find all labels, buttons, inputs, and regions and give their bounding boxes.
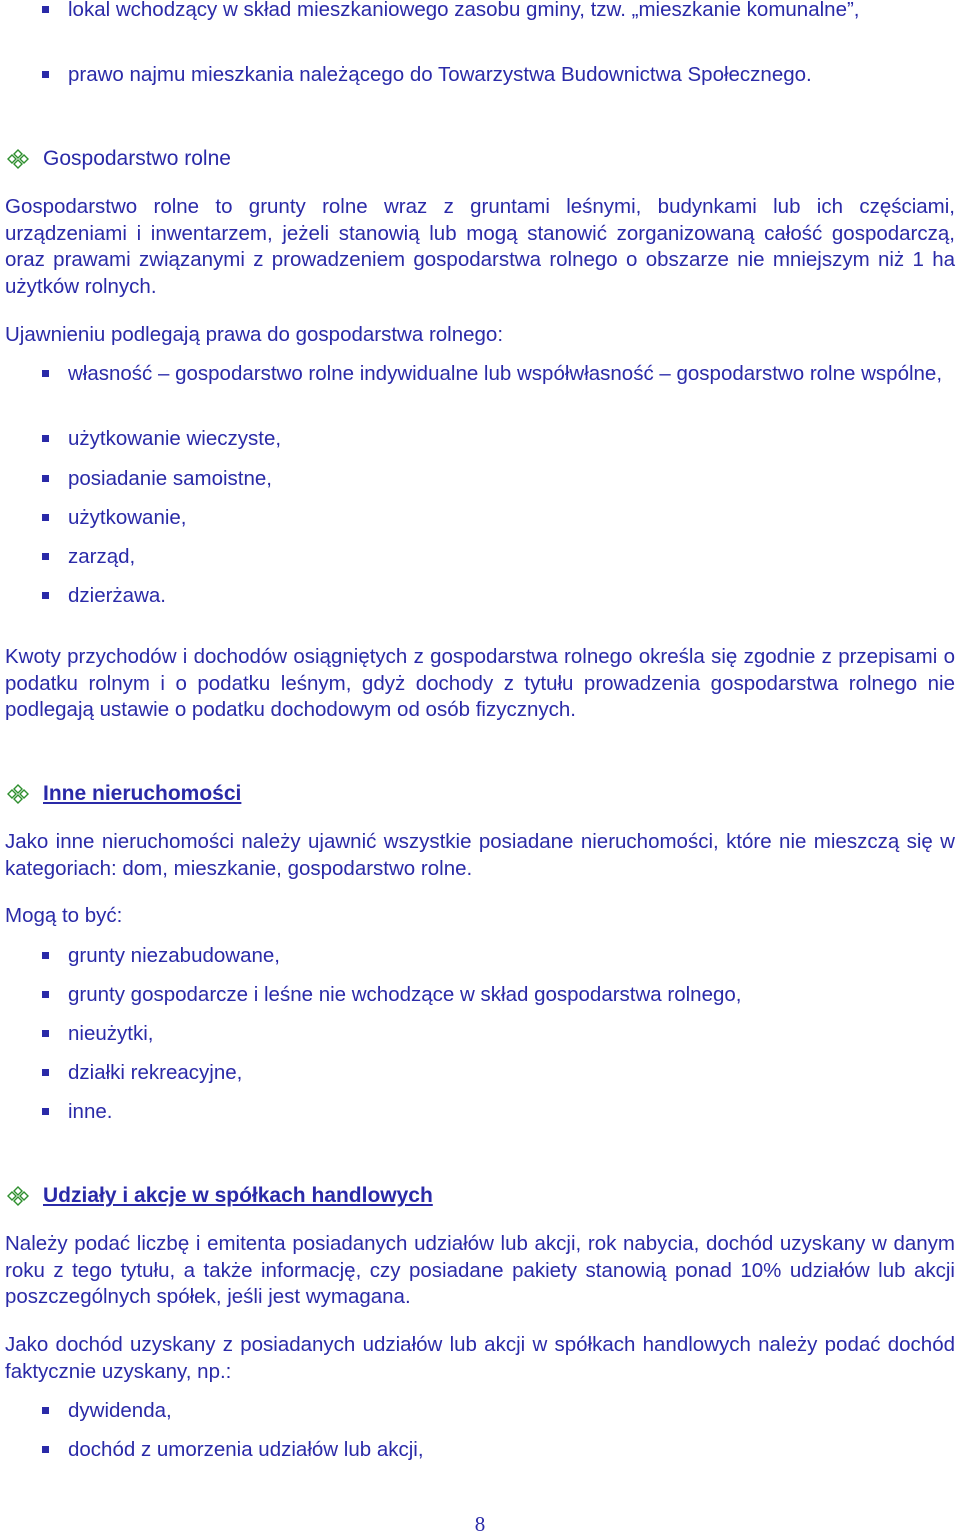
square-bullet-icon <box>42 1407 49 1414</box>
diamond-bullet-icon <box>6 784 30 804</box>
list-item <box>42 1021 947 1048</box>
list-item <box>42 982 947 1009</box>
square-bullet-icon <box>42 592 49 599</box>
paragraph: Kwoty przychodów i dochodów osiągniętych z gospodarstwa rolnego określa się zgodnie z przepisami o podatku rolnym i o podatku leśnym, gdyż dochody z tytułu prowadzenia gospodarstwa rolnego nie podlegają ustawie o podatku dochodowym od osób fizycznych. <box>5 645 955 721</box>
diamond-bullet-icon <box>6 149 30 169</box>
list-item <box>42 505 947 532</box>
list-item <box>42 466 947 493</box>
square-bullet-icon <box>42 1069 49 1076</box>
list-item <box>42 62 947 89</box>
square-bullet-icon <box>42 370 49 377</box>
square-bullet-icon <box>42 1030 49 1037</box>
square-bullet-icon <box>42 514 49 521</box>
list-item <box>42 943 947 970</box>
paragraph: Należy podać liczbę i emitenta posiadanych udziałów lub akcji, rok nabycia, dochód uzyskany w danym roku z tego tytułu, a także informację, czy posiadane pakiety stanowią ponad 10% udziałów lub akcji poszczególnych spółek, jeśli jest wymagana. <box>5 1232 955 1308</box>
square-bullet-icon <box>42 71 49 78</box>
square-bullet-icon <box>42 991 49 998</box>
list-item-text: własność – gospodarstwo rolne indywidualne lub współwłasność – gospodarstwo rolne wspólne, <box>68 362 943 385</box>
square-bullet-icon <box>42 6 49 13</box>
page-number: 8 <box>474 1512 486 1536</box>
list-item <box>42 361 947 388</box>
list-item-text: działki rekreacyjne, <box>68 1061 243 1084</box>
list-item-text: nieużytki, <box>68 1022 154 1045</box>
diamond-bullet-icon <box>6 1186 30 1206</box>
list-item <box>42 426 947 453</box>
square-bullet-icon <box>42 475 49 482</box>
list-item <box>42 1437 947 1464</box>
list-item <box>42 544 947 571</box>
list-item-text: użytkowanie, <box>68 506 187 529</box>
list-item-text: dywidenda, <box>68 1399 172 1422</box>
section-heading-other-property <box>6 780 241 808</box>
list-item <box>42 583 947 610</box>
paragraph: Gospodarstwo rolne to grunty rolne wraz z gruntami leśnymi, budynkami lub ich częściami, urządzeniami i inwentarzem, jeżeli stanowią lub mogą stanowić zorganizowaną całość gospodarczą, oraz prawami związanymi z prowadzeniem gospodarstwa rolnego o obszarze nie mniejszym niż 1 ha użytków rolnych. <box>5 195 955 298</box>
list-item <box>42 1398 947 1425</box>
section-heading-farm <box>6 145 231 173</box>
list-item-text: grunty niezabudowane, <box>68 944 280 967</box>
list-item-text: inne. <box>68 1100 113 1123</box>
list-item-text: zarząd, <box>68 545 136 568</box>
paragraph: Jako dochód uzyskany z posiadanych udziałów lub akcji w spółkach handlowych należy podać dochód faktycznie uzyskany, np.: <box>5 1333 955 1383</box>
list-item-text: dzierżawa. <box>68 584 166 607</box>
square-bullet-icon <box>42 553 49 560</box>
list-item <box>42 1099 947 1126</box>
section-heading-shares <box>6 1182 433 1210</box>
square-bullet-icon <box>42 1108 49 1115</box>
section-title: Udziały i akcje w spółkach handlowych <box>43 1184 433 1207</box>
paragraph: Ujawnieniu podlegają prawa do gospodarstwa rolnego: <box>5 323 504 346</box>
list-item-text: grunty gospodarcze i leśne nie wchodzące w skład gospodarstwa rolnego, <box>68 983 742 1006</box>
list-item <box>42 1060 947 1087</box>
square-bullet-icon <box>42 435 49 442</box>
list-item-text: prawo najmu mieszkania należącego do Towarzystwa Budownictwa Społecznego. <box>68 63 812 86</box>
list-item-text: użytkowanie wieczyste, <box>68 427 282 450</box>
section-title: Inne nieruchomości <box>43 782 242 805</box>
square-bullet-icon <box>42 1446 49 1453</box>
paragraph: Jako inne nieruchomości należy ujawnić wszystkie posiadane nieruchomości, które nie mieszczą się w kategoriach: dom, mieszkanie, gospodarstwo rolne. <box>5 830 955 880</box>
paragraph: Mogą to być: <box>5 904 123 927</box>
list-item-text: lokal wchodzący w skład mieszkaniowego zasobu gminy, tzw. „mieszkanie komunalne”, <box>68 0 860 21</box>
list-item-text: dochód z umorzenia udziałów lub akcji, <box>68 1438 424 1461</box>
list-item-text: posiadanie samoistne, <box>68 467 272 490</box>
square-bullet-icon <box>42 952 49 959</box>
section-title: Gospodarstwo rolne <box>43 147 231 170</box>
list-item <box>42 0 947 24</box>
